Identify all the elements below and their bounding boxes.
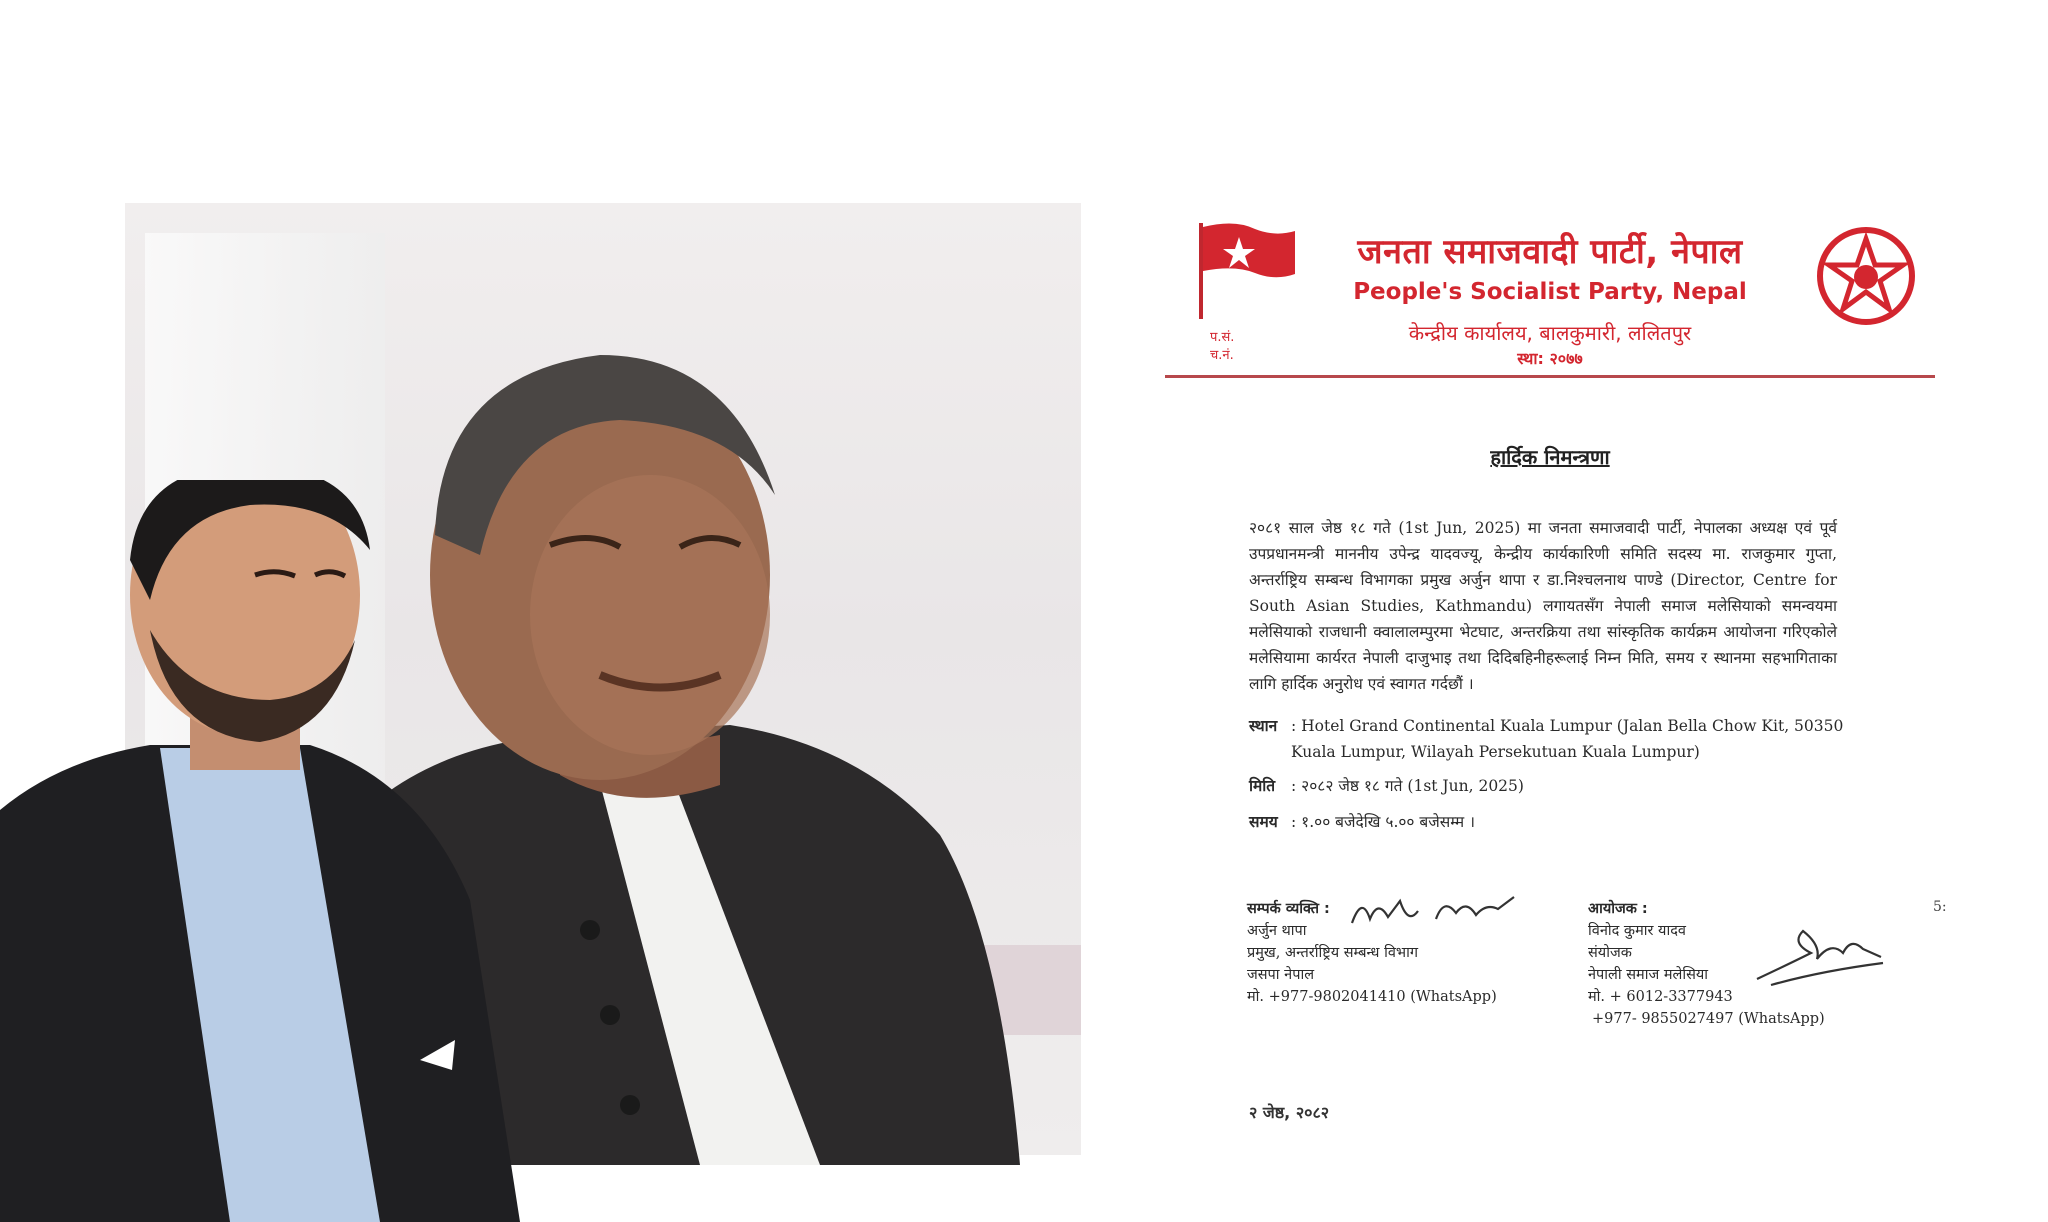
established-year: स्था: २०७७ <box>1517 349 1583 368</box>
organizer-label: आयोजक : <box>1588 901 1648 917</box>
organizer-phone-1: मो. + 6012-3377943 <box>1588 989 1733 1005</box>
time-row <box>1249 809 1849 835</box>
organizer-signature <box>1751 923 1891 993</box>
venue-value: : Hotel Grand Continental Kuala Lumpur (Jalan Bella Chow Kit, 50350 Kuala Lumpur, Wilayah Persekutuan Kuala Lumpur) <box>1291 717 1844 761</box>
contact-role: प्रमुख, अन्तर्राष्ट्रिय सम्बन्ध विभाग <box>1247 945 1419 961</box>
organizer-org: नेपाली समाज मलेसिया <box>1588 967 1709 983</box>
date-value: : २०८२ जेष्ठ १८ गते (1st Jun, 2025) <box>1291 777 1524 795</box>
contact-label: सम्पर्क व्यक्ति : <box>1247 901 1330 917</box>
contact-signature <box>1348 889 1518 933</box>
contact-name: अर्जुन थापा <box>1247 923 1307 939</box>
edge-mark: 5: <box>1933 899 1947 915</box>
ref-line-1: प.सं. <box>1210 330 1235 345</box>
photo-younger-man <box>0 480 520 1222</box>
date-label: मिति <box>1249 777 1276 795</box>
letter-heading: हार्दिक निमन्त्रणा <box>1490 445 1610 469</box>
letter-body: २०८१ साल जेष्ठ १८ गते (1st Jun, 2025) मा जनता समाजवादी पार्टी, नेपालका अध्यक्ष एवं पूर्व उपप्रधानमन्त्री माननीय उपेन्द्र यादवज्यू, केन्द्रीय कार्यकारिणी समिति सदस्य मा. राजकुमार गुप्ता, अन्तर्राष्ट्रिय सम्बन्ध विभागका प्रमुख अर्जुन थापा र डा.निश्चलनाथ पाण्डे (Director, Centre for South Asian Studies, Kathmandu) लगायतसँग नेपाली समाज मलेसियाको समन्वयमा मलेसियाको राजधानी क्वालालम्पुरमा भेटघाट, अन्तरक्रिया तथा सांस्कृतिक कार्यक्रम आयोजना गरिएकोले मलेसियामा कार्यरत नेपाली दाजुभाइ तथा दिदिबहिनीहरूलाई निम्न मिति, समय र स्थानमा सहभागिताका लागि हार्दिक अनुरोध एवं स्वागत गर्दछौं । <box>1249 519 1837 693</box>
contact-phone: मो. +977-9802041410 (WhatsApp) <box>1247 989 1497 1005</box>
reference-numbers <box>1210 329 1234 365</box>
ref-line-2: च.नं. <box>1210 348 1234 363</box>
party-name-english: People's Socialist Party, Nepal <box>1353 279 1747 305</box>
organizer-role: संयोजक <box>1588 945 1632 961</box>
organizer-name: विनोद कुमार यादव <box>1588 923 1686 939</box>
invitation-letter <box>1165 203 1947 1163</box>
letter-date: २ जेष्ठ, २०८२ <box>1249 1103 1330 1122</box>
venue-row <box>1249 713 1849 765</box>
venue-label: स्थान <box>1249 717 1278 735</box>
office-address: केन्द्रीय कार्यालय, बालकुमारी, ललितपुर <box>1408 321 1692 345</box>
contact-org: जसपा नेपाल <box>1247 967 1315 983</box>
time-value: : १.०० बजेदेखि ५.०० बजेसम्म । <box>1291 813 1475 831</box>
organizer-phone-2: +977- 9855027497 (WhatsApp) <box>1592 1011 1825 1027</box>
party-emblem-icon <box>1815 225 1917 327</box>
party-name-nepali: जनता समाजवादी पार्टी, नेपाल <box>1357 232 1743 272</box>
time-label: समय <box>1249 813 1278 831</box>
letterhead-divider <box>1165 375 1935 378</box>
date-row <box>1249 773 1849 799</box>
